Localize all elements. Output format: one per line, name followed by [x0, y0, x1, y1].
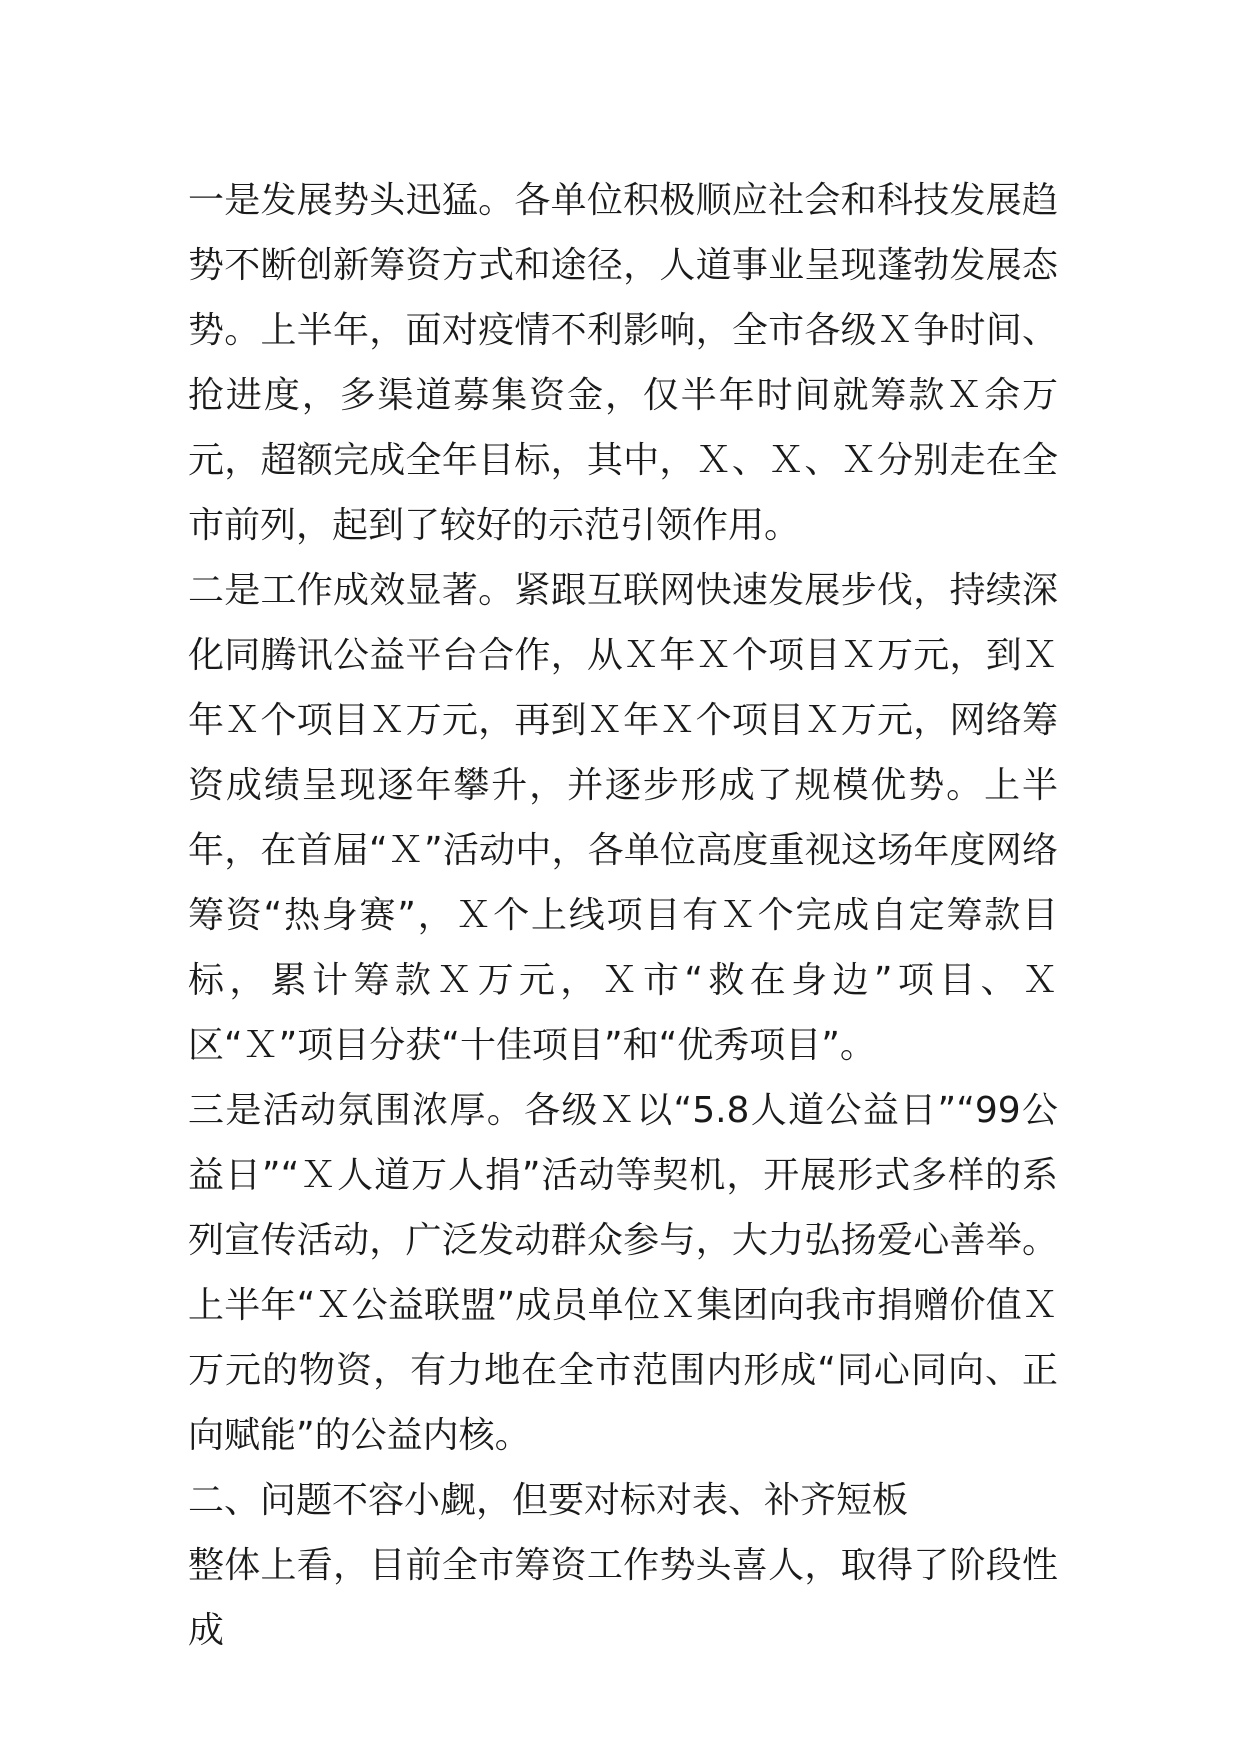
paragraph-overall-view: 整体上看，目前全市筹资工作势头喜人，取得了阶段性成 — [188, 1545, 1058, 1651]
paragraph-work-results: 二是工作成效显著。紧跟互联网快速发展步伐，持续深化同腾讯公益平台合作，从Ｘ年Ｘ个项目Ｘ万元，到Ｘ年Ｘ个项目Ｘ万元，再到Ｘ年Ｘ个项目Ｘ万元，网络筹资成绩呈现逐年攀升，并逐步形成了规模优势。上半年，在首届“Ｘ”活动中，各单位高度重视这场年度网络筹资“热身赛”，Ｘ个上线项目有Ｘ个完成自定筹款目标，累计筹款Ｘ万元，Ｘ市“救在身边”项目、Ｘ区“Ｘ”项目分获“十佳项目”和“优秀项目”。 — [188, 570, 1058, 1066]
paragraph-development-momentum: 一是发展势头迅猛。各单位积极顺应社会和科技发展趋势不断创新筹资方式和途径，人道事业呈现蓬勃发展态势。上半年，面对疫情不利影响，全市各级Ｘ争时间、抢进度，多渠道募集资金，仅半年时间就筹款Ｘ余万元，超额完成全年目标，其中，Ｘ、Ｘ、Ｘ分别走在全市前列，起到了较好的示范引领作用。 — [188, 180, 1058, 546]
section-heading-problems: 二、问题不容小觑，但要对标对表、补齐短板 — [188, 1480, 909, 1521]
paragraph-activity-atmosphere: 三是活动氛围浓厚。各级Ｘ以“5.8人道公益日”“99公益日”“Ｘ人道万人捐”活动等契机，开展形式多样的系列宣传活动，广泛发动群众参与，大力弘扬爱心善举。上半年“Ｘ公益联盟”成员单位Ｘ集团向我市捐赠价值Ｘ万元的物资，有力地在全市范围内形成“同心同向、正向赋能”的公益内核。 — [188, 1090, 1058, 1456]
document-body — [188, 168, 1058, 1663]
